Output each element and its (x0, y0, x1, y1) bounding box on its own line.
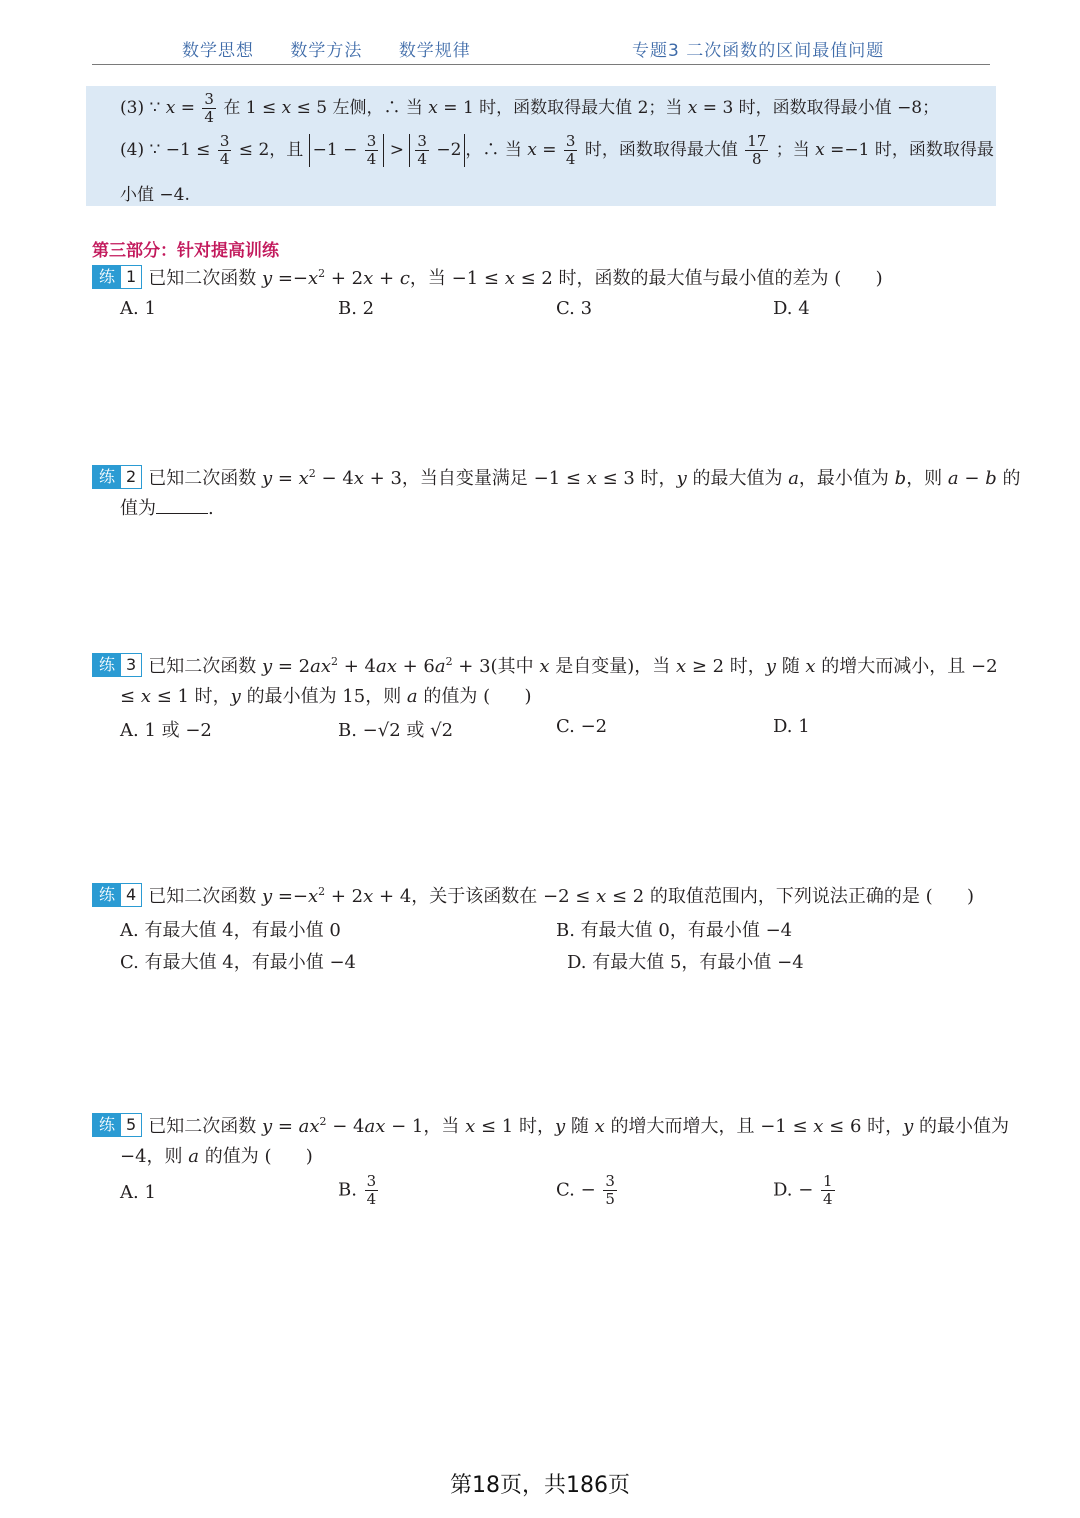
option-c[interactable]: C. −2 (556, 716, 608, 737)
question-tag: 练 2 (92, 465, 142, 489)
absolute-value: −1 − $\frac{3}{4}$ (309, 134, 385, 167)
question-stem: 练 5 已知二次函数 $y = ax^2 - 4ax - 1$，当 x ≤ 1 时，y 随 x 的增大而增大，且 −1 ≤ x ≤ 6 时，y 的最小值为 (92, 1112, 992, 1142)
question-tag: 练 3 (92, 653, 142, 677)
answer-line-3: (3) ∵ x = $\frac{3}{4}$ 在 1 ≤ x ≤ 5 左侧，∴ 当 x = 1 时，函数取得最大值 2；当 x = 3 时，函数取得最小值 −8； (120, 90, 940, 126)
header-item: 数学规律 (398, 41, 471, 61)
option-d[interactable]: D. 有最大值 5，有最小值 −4 (567, 952, 804, 973)
question-stem: 练 2 已知二次函数 $y = x^2 - 4x + 3$，当自变量满足 −1 ≤ x ≤ 3 时，y 的最大值为 a，最小值为 b，则 a − b 的 (92, 464, 992, 494)
question-tag: 练 1 (92, 265, 142, 289)
fraction: $\frac{3}{4}$ (565, 132, 576, 168)
fraction: $\frac{3}{4}$ (204, 90, 214, 126)
section-title: 第三部分：针对提高训练 (92, 241, 279, 261)
option-b[interactable]: B. $\frac{3}{4}$ (338, 1172, 377, 1208)
absolute-value: $\frac{3}{4}$ −2 (409, 134, 465, 167)
fraction: $\frac{3}{4}$ (219, 132, 230, 168)
answer-line-4: (4) ∵ −1 ≤ $\frac{3}{4}$ ≤ 2，且 −1 − $\frac{3}{4}$ > $\frac{3}{4}$ −2 ，∴ 当 x = $\frac{3}{4}$ 时，函数取得最大值 $\frac{17}{8}$ ；当 x =−1 时，函数取得最 (120, 132, 994, 168)
question-3 (92, 652, 998, 744)
option-d[interactable]: D. 1 (773, 716, 810, 737)
question-1 (92, 264, 992, 326)
question-tag: 练 5 (92, 1113, 142, 1137)
options (92, 712, 992, 744)
question-stem: 练 1 已知二次函数 $y =-x^2 + 2x + c$，当 −1 ≤ x ≤ 2 时，函数的最大值与最小值的差为 ( ) (92, 264, 992, 294)
option-d[interactable]: D. − $\frac{1}{4}$ (773, 1172, 833, 1208)
question-stem-cont: ≤ x ≤ 1 时，y 的最小值为 15，则 a 的值为 ( ) (120, 686, 532, 707)
answer-box (86, 86, 996, 206)
header-topic: 专题3 二次函数的区间最值问题 (632, 41, 885, 61)
option-c[interactable]: C. 3 (556, 298, 593, 319)
question-4 (92, 882, 992, 976)
running-header (92, 34, 990, 65)
question-stem: 练 4 已知二次函数 $y =-x^2 + 2x + 4$，关于该函数在 −2 ≤ x ≤ 2 的取值范围内，下列说法正确的是 ( ) (92, 882, 992, 912)
option-c[interactable]: C. 有最大值 4，有最小值 −4 (120, 952, 357, 973)
question-2 (92, 464, 1021, 524)
question-stem-cont: 值为 . (120, 498, 214, 519)
question-tag: 练 4 (92, 883, 142, 907)
option-c[interactable]: C. − $\frac{3}{5}$ (556, 1172, 615, 1208)
header-item: 数学思想 (182, 41, 254, 61)
header-tags (182, 36, 501, 61)
option-d[interactable]: D. 4 (773, 298, 810, 319)
option-b[interactable]: B. −√2 或 √2 (338, 720, 454, 741)
options-row-1 (92, 912, 992, 944)
fraction: $\frac{17}{8}$ (747, 132, 767, 168)
options-row-2 (92, 944, 992, 976)
option-b[interactable]: B. 2 (338, 298, 375, 319)
question-stem: 练 3 已知二次函数 $y = 2ax^2 + 4ax + 6a^2 + 3$(其中 x 是自变量)，当 x ≥ 2 时，y 随 x 的增大而减小，且 −2 (92, 652, 992, 682)
header-item: 数学方法 (290, 41, 363, 61)
option-a[interactable]: A. 1 (120, 1182, 156, 1203)
answer-line-5: 小值 −4. (120, 185, 190, 205)
options (92, 294, 992, 326)
option-a[interactable]: A. 1 (120, 298, 156, 319)
question-stem-cont: −4，则 a 的值为 ( ) (120, 1146, 313, 1167)
option-b[interactable]: B. 有最大值 0，有最小值 −4 (556, 920, 793, 941)
question-5 (92, 1112, 1010, 1216)
answer-blank[interactable] (156, 513, 208, 514)
option-a[interactable]: A. 1 或 −2 (120, 720, 212, 741)
option-a[interactable]: A. 有最大值 4，有最小值 0 (120, 920, 341, 941)
page-number: 第18页，共186页 (450, 1473, 630, 1498)
options (92, 1172, 992, 1216)
